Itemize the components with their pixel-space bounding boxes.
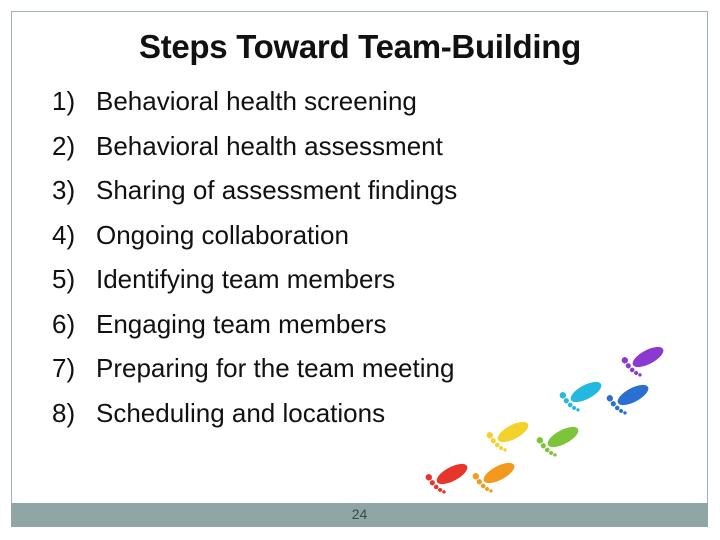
list-item xyxy=(52,264,457,309)
step-number: 3) xyxy=(52,175,76,205)
list-item xyxy=(52,175,457,220)
step-text: Ongoing collaboration xyxy=(96,219,349,250)
list-item xyxy=(52,220,457,265)
list-item xyxy=(52,398,457,443)
step-text: Sharing of assessment findings xyxy=(96,175,458,205)
step-number: 7) xyxy=(52,353,76,383)
slide-title: Steps Toward Team-Building xyxy=(138,28,581,65)
step-text: Identifying team members xyxy=(96,264,396,294)
step-text: Behavioral health assessment xyxy=(96,130,443,161)
list-item xyxy=(52,309,457,354)
step-number: 1) xyxy=(52,86,76,116)
list-item xyxy=(52,131,457,176)
list-item xyxy=(52,353,457,398)
step-number: 8) xyxy=(52,397,76,428)
step-number: 2) xyxy=(52,130,76,161)
step-text: Scheduling and locations xyxy=(96,397,386,428)
step-number: 6) xyxy=(52,308,76,339)
steps-list xyxy=(52,86,457,442)
step-text: Preparing for the team meeting xyxy=(96,353,455,383)
footer-bar xyxy=(11,503,708,527)
step-number: 4) xyxy=(52,219,76,250)
page-number: 24 xyxy=(351,506,368,522)
step-text: Engaging team members xyxy=(96,308,387,339)
step-text: Behavioral health screening xyxy=(96,86,417,116)
list-item xyxy=(52,86,457,131)
step-number: 5) xyxy=(52,264,76,294)
